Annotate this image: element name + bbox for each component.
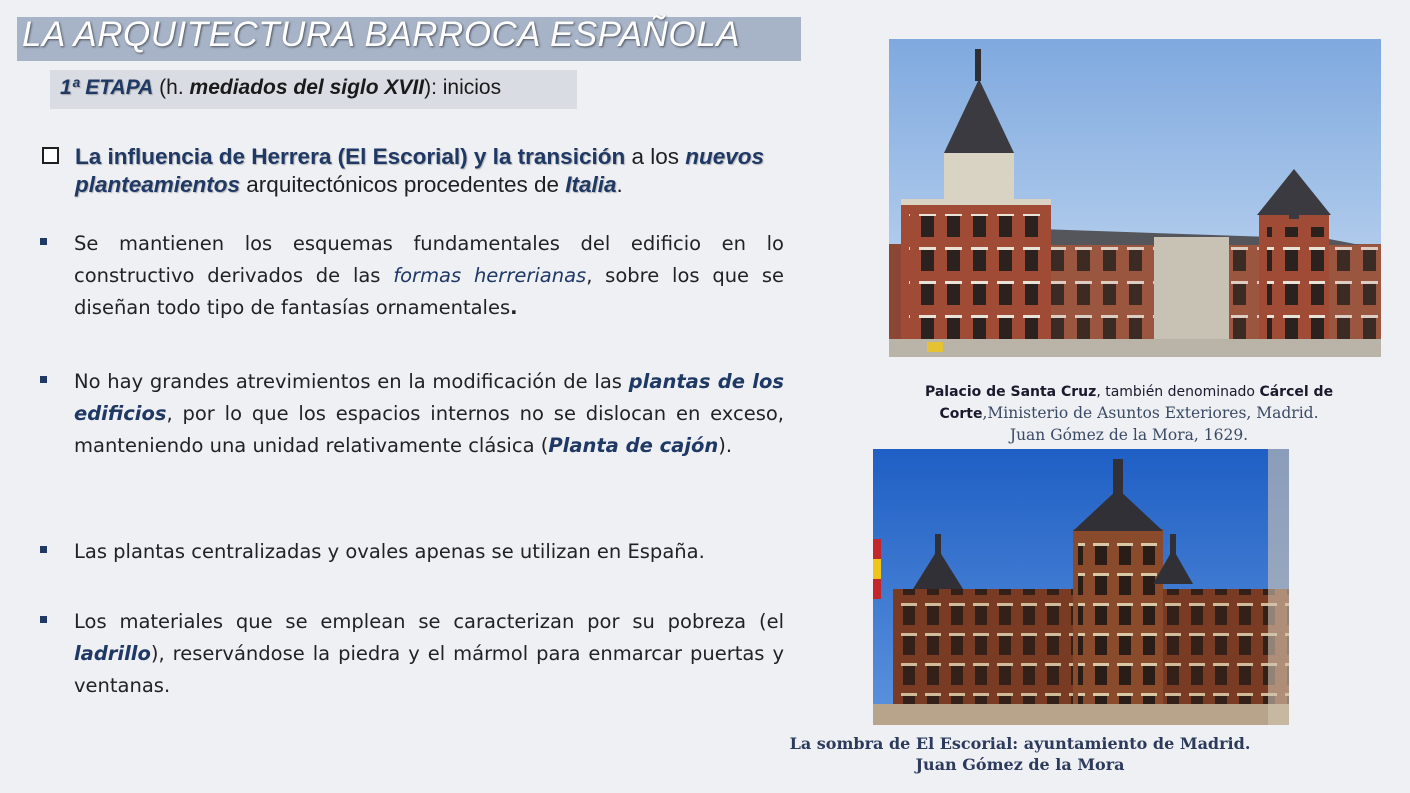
photo-ayuntamiento-madrid [873,449,1289,725]
caption-1-reg: , también denominado [1096,384,1260,400]
bullet-1-em: formas herrerianas [393,264,587,287]
bullet-2-end: ). [718,434,733,457]
lead-end: . [616,172,623,197]
caption-1-bold-1: Palacio de Santa Cruz [924,384,1097,400]
square-bullet-icon [40,546,47,553]
bullet-2-em-2: Planta de cajón [548,434,719,457]
lead-strong-2: nuevos planteamientos [75,144,765,197]
bullet-4 [40,606,784,702]
bullet-1-a: Se mantienen los esquemas fundamentales del edificio en lo constructivo derivados de las [74,232,784,287]
bullet-2-b: , por lo que los espacios internos no se dislocan en exceso, manteniendo una unidad relativamente clásica ( [74,402,784,457]
palacio-illustration [889,39,1381,357]
slide-title: LA ARQUITECTURA BARROCA ESPAÑOLA [22,15,741,54]
lead-mid-2: arquitectónicos procedentes de [240,172,566,197]
stage-open: (h. [153,76,190,99]
bullet-1-end: . [510,296,518,319]
bullet-4-em: ladrillo [74,642,151,665]
caption-1-rest: ,Ministerio de Asuntos Exteriores, Madrid. [982,404,1319,422]
caption-1-line-2: Juan Gómez de la Mora, 1629. [1009,426,1249,444]
lead-point [42,143,832,199]
square-bullet-icon [40,376,47,383]
bullet-2 [40,366,784,462]
photo-palacio-santa-cruz [889,39,1381,357]
lead-mid: a los [625,144,686,169]
bullet-4-b: ), reservándose la piedra y el mármol para enmarcar puertas y ventanas. [74,642,784,697]
ayuntamiento-illustration [873,449,1289,725]
bullet-4-a: Los materiales que se emplean se caracterizan por su pobreza (el [74,610,784,633]
checkbox-bullet-icon [42,147,59,164]
bullet-1 [40,228,784,324]
stage-label: 1ª ETAPA [60,76,154,99]
bullet-2-a: No hay grandes atrevimientos en la modificación de las [74,370,629,393]
stage-period: mediados del siglo XVII [189,76,425,99]
stage-close: ): inicios [424,76,502,99]
lead-strong: La influencia de Herrera (El Escorial) y la transición [75,144,626,169]
square-bullet-icon [40,238,47,245]
square-bullet-icon [40,616,47,623]
lead-strong-3: Italia [565,172,617,197]
bullet-1-b: , sobre los que se diseñan todo tipo de fantasías ornamentales [74,264,784,319]
bullet-3-text: Las plantas centralizadas y ovales apenas se utilizan en España. [74,540,705,563]
stage-line [60,76,501,100]
caption-2-line-2: Juan Gómez de la Mora [915,755,1125,774]
bullet-2-em: plantas de los edificios [74,370,784,425]
photo-1-caption [890,381,1368,446]
caption-2-line-1: La sombra de El Escorial: ayuntamiento de Madrid. [789,734,1251,753]
photo-2-caption [770,733,1270,775]
caption-1-bold-2: Cárcel de Corte [939,384,1334,422]
bullet-3 [40,536,784,568]
